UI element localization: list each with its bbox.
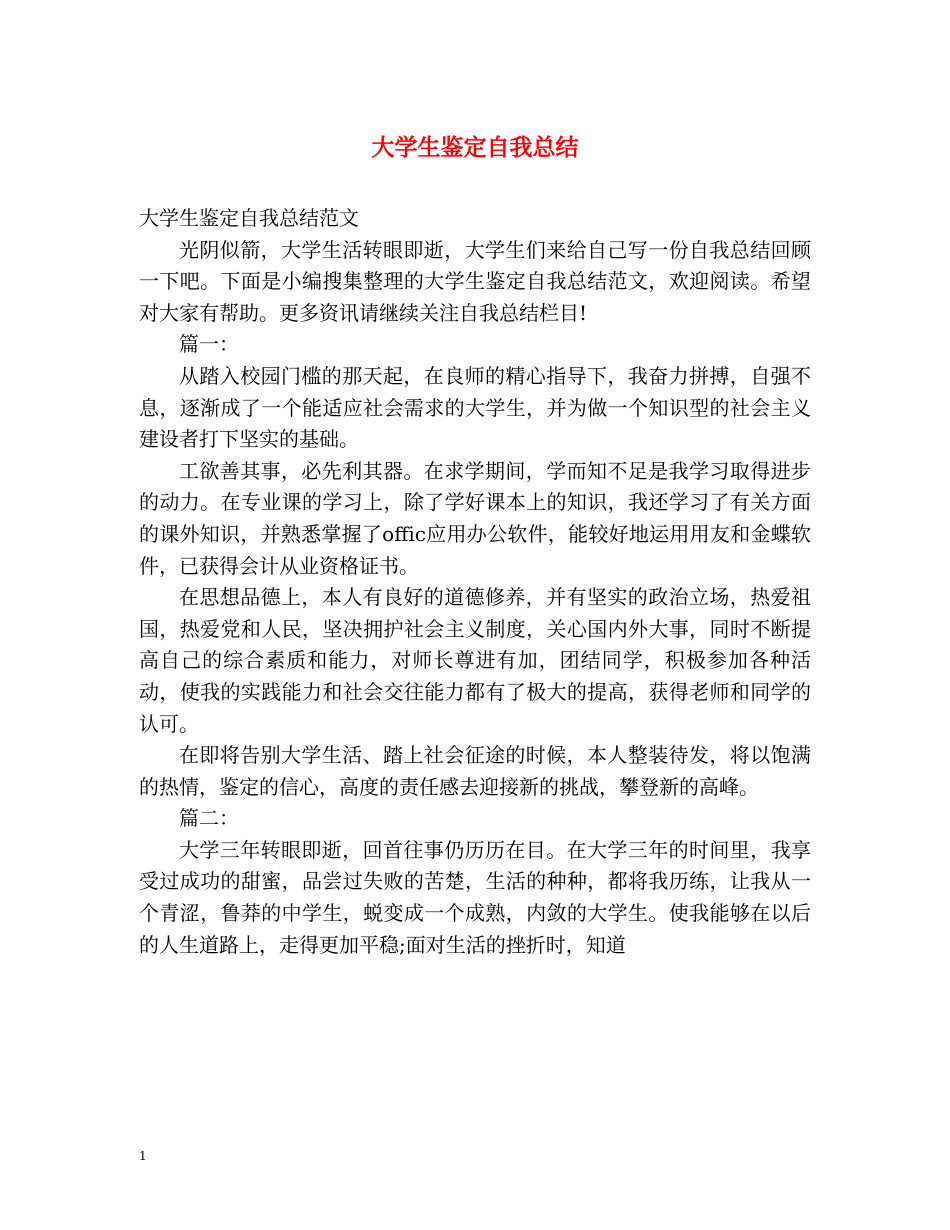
paragraph: 在思想品德上，本人有良好的道德修养，并有坚实的政治立场，热爱祖国，热爱党和人民，坚决拥护社会主义制度，关心国内外大事，同时不断提高自己的综合素质和能力，对师长尊进有加，团结同学，积极参加各种活动，使我的实践能力和社会交往能力都有了极大的提高，获得老师和同学的认可。	[139, 585, 811, 736]
document-title: 大学生鉴定自我总结	[371, 134, 579, 161]
paragraph: 从踏入校园门槛的那天起，在良师的精心指导下，我奋力拼搏，自强不息，逐渐成了一个能适应社会需求的大学生，并为做一个知识型的社会主义建设者打下坚实的基础。	[139, 363, 811, 452]
paragraph: 大学生鉴定自我总结范文	[139, 206, 359, 230]
paragraph: 大学三年转眼即逝，回首往事仍历历在目。在大学三年的时间里，我享受过成功的甜蜜，品尝过失败的苦楚，生活的种种，都将我历练，让我从一个青涩，鲁莽的中学生，蜕变成一个成熟，内敛的大学生。使我能够在以后的人生道路上，走得更加平稳;面对生活的挫折时，知道	[139, 837, 811, 957]
paragraph: 篇二：	[179, 806, 239, 831]
paragraph: 光阴似箭，大学生活转眼即逝，大学生们来给自己写一份自我总结回顾一下吧。下面是小编搜集整理的大学生鉴定自我总结范文，欢迎阅读。希望对大家有帮助。更多资讯请继续关注自我总结栏目!	[139, 237, 811, 325]
paragraph: 在即将告别大学生活、踏上社会征途的时候，本人整装待发，将以饱满的热情，鉴定的信心，高度的责任感去迎接新的挑战，攀登新的高峰。	[139, 743, 811, 799]
page-number: 1	[139, 1149, 147, 1163]
document-body	[139, 203, 811, 961]
paragraph: 工欲善其事，必先利其器。在求学期间，学而知不足是我学习取得进步的动力。在专业课的学习上，除了学好课本上的知识，我还学习了有关方面的课外知识，并熟悉掌握了offic应用办公软件，能较好地运用用友和金蝶软件，已获得会计从业资格证书。	[139, 458, 811, 578]
paragraph: 篇一：	[179, 332, 239, 357]
